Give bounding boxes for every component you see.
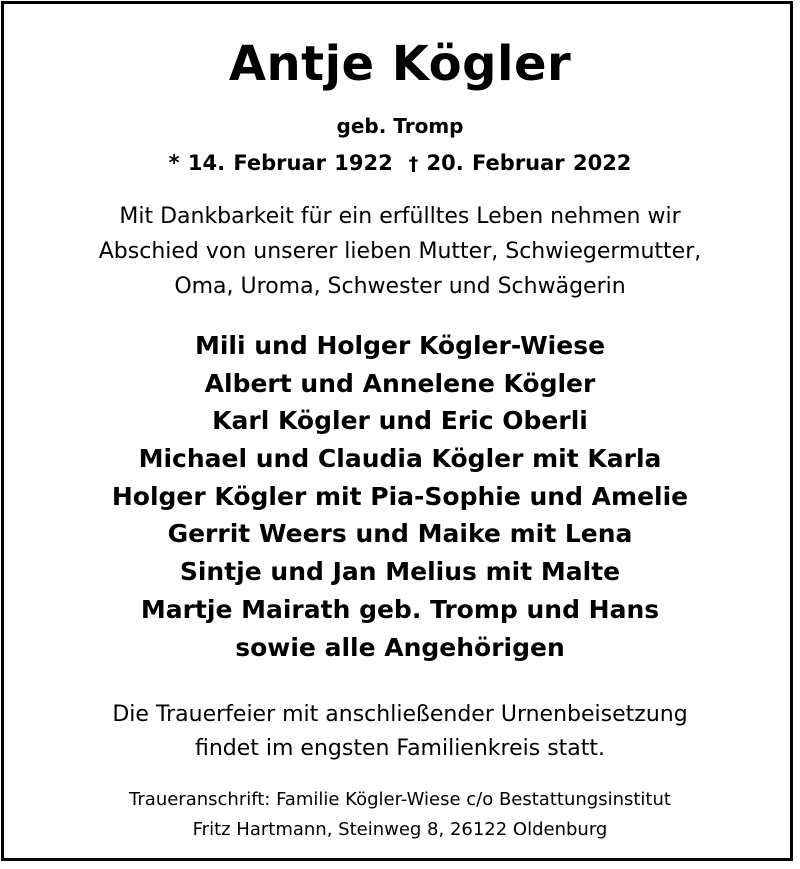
mourner-entry: sowie alle Angehörigen bbox=[235, 632, 565, 662]
mourner-entry: Albert und Annelene Kögler bbox=[204, 368, 596, 398]
mourner-entry: Mili und Holger Kögler-Wiese bbox=[194, 331, 606, 360]
mourner-entry: Gerrit Weers und Maike mit Lena bbox=[167, 519, 633, 549]
message-line: Mit Dankbarkeit für ein erfülltes Leben nehmen wir bbox=[119, 204, 681, 229]
cross-icon: † bbox=[408, 153, 419, 175]
death-date: 20. Februar 2022 bbox=[426, 151, 632, 175]
ceremony-line: findet im engsten Familienkreis statt. bbox=[194, 736, 606, 761]
address-line: Fritz Hartmann, Steinweg 8, 26122 Oldenburg bbox=[192, 819, 608, 840]
message-line: Oma, Uroma, Schwester und Schwägerin bbox=[174, 274, 626, 299]
ceremony-line: Die Trauerfeier mit anschließender Urnenbeisetzung bbox=[112, 702, 688, 727]
deceased-name: Antje Kögler bbox=[228, 36, 572, 92]
birth-date: * 14. Februar 1922 bbox=[168, 151, 393, 175]
life-dates bbox=[0, 153, 800, 174]
mourner-entry: Martje Mairath geb. Tromp und Hans bbox=[140, 594, 660, 624]
mourner-entry: Michael und Claudia Kögler mit Karla bbox=[138, 444, 662, 474]
message-line: Abschied von unserer lieben Mutter, Schwiegermutter, bbox=[98, 239, 702, 264]
mourner-entry: Sintje und Jan Melius mit Malte bbox=[179, 557, 621, 587]
mourner-entry: Holger Kögler mit Pia-Sophie und Amelie bbox=[111, 481, 689, 511]
mourner-entry: Karl Kögler und Eric Oberli bbox=[212, 406, 588, 436]
birth-name: geb. Tromp bbox=[336, 114, 464, 138]
address-line: Traueranschrift: Familie Kögler-Wiese c/o Bestattungsinstitut bbox=[129, 789, 671, 810]
mourners-list bbox=[0, 333, 800, 672]
